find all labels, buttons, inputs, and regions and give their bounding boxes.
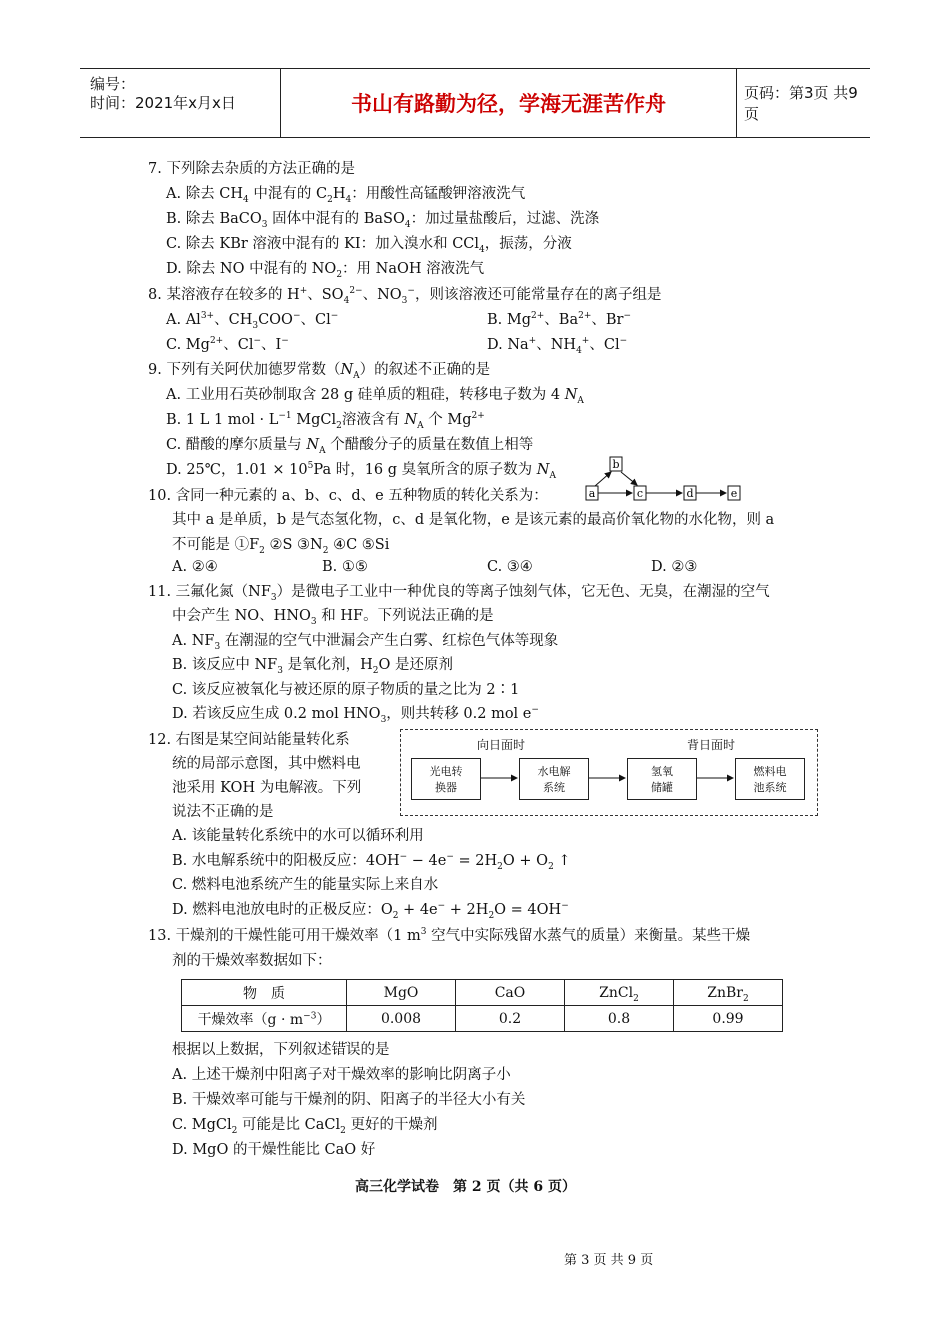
q11-stem-line2: 中会产生 NO、$HNO_3$ 和 HF。下列说法正确的是 (172, 608, 494, 627)
header-motto-cell (281, 69, 737, 137)
q10-option-c: C. ③④ (487, 559, 533, 575)
q11-option-c: C. 该反应被氧化与被还原的原子物质的量之比为 2∶1 (172, 682, 520, 698)
q7-stem: 7. 下列除去杂质的方法正确的是 (148, 161, 355, 177)
q10-line3: 不可能是 $①F_2$ ②S $③N_2$ ④C ⑤Si (172, 537, 390, 556)
page-header (80, 68, 870, 138)
shade-side-label: 背日面时 (687, 738, 736, 752)
number-label: 编号： (90, 75, 136, 93)
q7-option-b: B. 除去 BaCO$_3$ 固体中混有的 BaSO$_4$：加过量盐酸后，过滤、洗涤 (166, 211, 600, 230)
q12-energy-diagram (400, 729, 818, 816)
header-mgo: MgO (347, 980, 456, 1006)
value-znbr2: 0.99 (674, 1006, 783, 1032)
q7-option-a: A. 除去 $CH_4$ 中混有的 $C_2H_4$：用酸性高锰酸钾溶液洗气 (166, 186, 526, 205)
q8-option-a: A. $Al^{3+}$、$CH_3COO^-$、Cl− (166, 311, 339, 331)
q10-option-b: B. ①⑤ (322, 559, 368, 575)
q13-option-c: C. MgCl$_2$ 可能是比 CaCl$_2$ 更好的干燥剂 (172, 1117, 438, 1136)
exam-footer: 高三化学试卷 第 2 页（共 6 页） (355, 1179, 576, 1195)
q9-option-d: D. 25℃，$1.01 \times 10^5Pa$ 时，16 g 臭氧所含的原子数为 $N_A$ (166, 461, 556, 481)
fuel-cell-system-box: 燃料电 池系统 (735, 758, 805, 800)
q12-stem-line2: 统的局部示意图，其中燃料电 (172, 756, 361, 772)
q11-stem: 11. 三氟化氮$(NF_3)$是微电子工业中一种优良的等离子蚀刻气体，它无色、无臭，在潮湿的空气 (148, 584, 770, 603)
q12-option-d: D. 燃料电池放电时的正极反应：$O_2 + 4e^- + 2H_2O = 4OH^-$ (172, 901, 569, 921)
q10-stem: 10. 含同一种元素的 a、b、c、d、e 五种物质的转化关系为： (148, 488, 548, 504)
q13-option-d: D. MgO 的干燥性能比 CaO 好 (172, 1142, 376, 1158)
q8-option-b: B. $Mg^{2+}$、$Ba^{2+}$、Br− (487, 311, 632, 328)
date-label: 时间：2021年x月x日 (90, 94, 236, 112)
arrow-a-b (595, 472, 611, 486)
table-header-row (182, 980, 783, 1006)
q7-option-c: C. 除去 KBr 溶液中混有的 KI：加入溴水和 CCl$_4$，振荡，分液 (166, 236, 572, 255)
q11-option-b: B. 该反应中 $NF_3$ 是氧化剂，$H_2O$ 是还原剂 (172, 657, 453, 676)
q12-diagram-arrows (401, 730, 817, 815)
q9-option-b: B. 1 L 1 mol · $L^{-1}$ MgCl$_2$溶液含有 $N_A$ 个 $Mg^{2+}$ (166, 411, 485, 431)
q9-stem: 9. 下列有关阿伏加德罗常数$(N_A)$的叙述不正确的是 (148, 362, 491, 381)
q10-conversion-diagram (580, 454, 750, 506)
q12-option-c: C. 燃料电池系统产生的能量实际上来自水 (172, 877, 439, 893)
q9-option-c: C. 醋酸的摩尔质量与 $N_A$ 个醋酸分子的质量在数值上相等 (166, 437, 534, 456)
q13-question: 根据以上数据，下列叙述错误的是 (172, 1042, 390, 1058)
q13-option-b: B. 干燥效率可能与干燥剂的阴、阳离子的半径大小有关 (172, 1092, 526, 1108)
q8-option-d: D. Na+、$NH_4^+$、Cl− (487, 336, 628, 356)
node-b: b (612, 458, 620, 471)
row-label-efficiency: 干燥效率$(g \cdot m^{-3})$ (182, 1006, 347, 1032)
value-zncl2: 0.8 (565, 1006, 674, 1032)
q11-option-d: D. 若该反应生成 0.2 mol $HNO_3$，则共转移 0.2 mol e− (172, 705, 539, 725)
node-c: c (636, 487, 644, 500)
value-cao: 0.2 (456, 1006, 565, 1032)
header-meta (80, 69, 281, 137)
page-number: 第 3 页 共 9 页 (564, 1253, 654, 1268)
header-substance: 物 质 (182, 980, 347, 1006)
q13-stem: 13. 干燥剂的干燥性能可用干燥效率（1 $m^3$ 空气中实际残留水蒸气的质量）来衡量。某些干燥 (148, 927, 751, 944)
q12-option-a: A. 该能量转化系统中的水可以循环利用 (172, 828, 424, 844)
q11-option-a: A. $NF_3$ 在潮湿的空气中泄漏会产生白雾、红棕色气体等现象 (172, 633, 559, 652)
arrow-b-c (621, 472, 637, 485)
photoelectric-converter-box: 光电转 换器 (411, 758, 481, 800)
table-row (182, 1006, 783, 1032)
q12-stem-line4: 说法不正确的是 (172, 804, 274, 820)
q10-line2: 其中 a 是单质，b 是气态氢化物，c、d 是氧化物，e 是该元素的最高价氧化物的水化物，则 a (172, 512, 775, 528)
header-zncl2: ZnCl$_2$ (565, 980, 674, 1006)
q12-option-b: B. 水电解系统中的阳极反应：$4OH^- - 4e^- = 2H_2O + O_2$ ↑ (172, 852, 571, 872)
q10-option-a: A. ②④ (172, 559, 218, 575)
q13-option-a: A. 上述干燥剂中阳离子对干燥效率的影响比阴离子小 (172, 1067, 511, 1083)
node-a: a (588, 487, 596, 500)
drying-efficiency-table (181, 979, 783, 1032)
header-cao: CaO (456, 980, 565, 1006)
header-znbr2: ZnBr$_2$ (674, 980, 783, 1006)
node-e: e (730, 487, 738, 500)
motto: 书山有路勤为径，学海无涯苦作舟 (351, 92, 666, 116)
q8-stem: 8. 某溶液存在较多的 H+、$SO_4^{2-}$、$NO_3^-$，则该溶液还可能常量存在的离子组是 (148, 286, 662, 306)
water-electrolysis-box: 水电解 系统 (519, 758, 589, 800)
sun-side-label: 向日面时 (477, 738, 526, 752)
q12-stem-line3: 池采用 KOH 为电解液。下列 (172, 780, 362, 796)
q7-option-d: D. 除去 NO 中混有的 $NO_2$：用 NaOH 溶液洗气 (166, 261, 485, 280)
node-d: d (686, 487, 694, 500)
q8-option-c: C. $Mg^{2+}$、Cl−、I− (166, 336, 289, 353)
value-mgo: 0.008 (347, 1006, 456, 1032)
q12-stem-line1: 12. 右图是某空间站能量转化系 (148, 732, 350, 748)
page-label: 页码：第3页 共9页 (744, 84, 858, 123)
hydrogen-oxygen-tank-box: 氢氧 储罐 (627, 758, 697, 800)
q10-option-d: D. ②③ (651, 559, 698, 575)
q13-stem-line2: 剂的干燥效率数据如下： (172, 953, 332, 969)
q9-option-a: A. 工业用石英砂制取含 28 g 硅单质的粗硅，转移电子数为 4 $N_A$ (166, 387, 584, 406)
